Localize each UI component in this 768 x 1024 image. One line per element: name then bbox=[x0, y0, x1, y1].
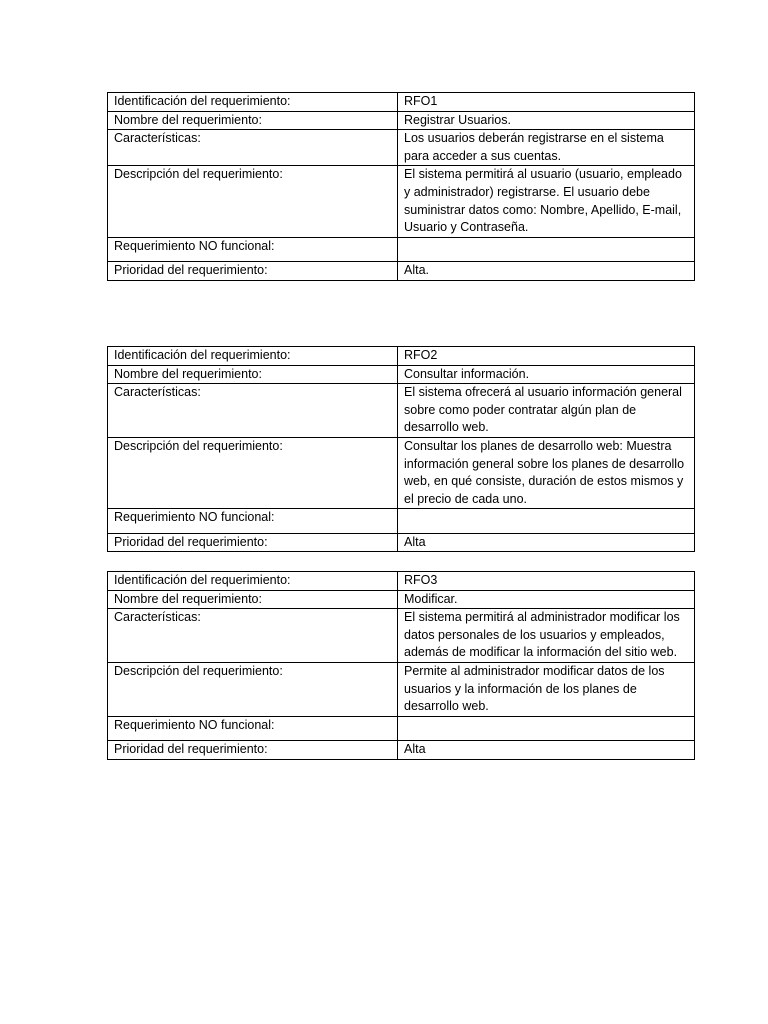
table-row bbox=[108, 111, 695, 130]
row-value: El sistema permitirá al usuario (usuario, empleado y administrador) registrarse. El usuario debe suministrar datos como: Nombre, Apellido, E-mail, Usuario y Contraseña. bbox=[398, 166, 695, 237]
row-value: Permite al administrador modificar datos de los usuarios y la información de los planes de desarrollo web. bbox=[398, 662, 695, 716]
row-label: Nombre del requerimiento: bbox=[108, 365, 398, 384]
table-row bbox=[108, 237, 695, 261]
row-label: Descripción del requerimiento: bbox=[108, 437, 398, 508]
row-value: Alta bbox=[398, 740, 695, 759]
row-label: Características: bbox=[108, 609, 398, 663]
table-row bbox=[108, 662, 695, 716]
row-value: RFO3 bbox=[398, 572, 695, 591]
table-row bbox=[108, 130, 695, 166]
row-value: Consultar información. bbox=[398, 365, 695, 384]
row-value: Modificar. bbox=[398, 590, 695, 609]
table-row bbox=[108, 590, 695, 609]
table-row bbox=[108, 716, 695, 740]
row-label: Requerimiento NO funcional: bbox=[108, 509, 398, 533]
table-row bbox=[108, 437, 695, 508]
row-value: El sistema permitirá al administrador modificar los datos personales de los usuarios y empleados, además de modificar la información del sitio web. bbox=[398, 609, 695, 663]
row-value: Alta. bbox=[398, 261, 695, 280]
table-row bbox=[108, 740, 695, 759]
row-label: Descripción del requerimiento: bbox=[108, 662, 398, 716]
row-value: El sistema ofrecerá al usuario información general sobre como poder contratar algún plan de desarrollo web. bbox=[398, 384, 695, 438]
row-label: Características: bbox=[108, 130, 398, 166]
table-row bbox=[108, 261, 695, 280]
row-value: Consultar los planes de desarrollo web: Muestra información general sobre los planes de desarrollo web, en qué consiste, duración de estos mismos y el precio de cada uno. bbox=[398, 437, 695, 508]
row-value: RFO1 bbox=[398, 93, 695, 112]
row-label: Prioridad del requerimiento: bbox=[108, 261, 398, 280]
table-row bbox=[108, 509, 695, 533]
table-row bbox=[108, 384, 695, 438]
row-label: Prioridad del requerimiento: bbox=[108, 533, 398, 552]
row-label: Identificación del requerimiento: bbox=[108, 93, 398, 112]
row-value: Los usuarios deberán registrarse en el sistema para acceder a sus cuentas. bbox=[398, 130, 695, 166]
table-row bbox=[108, 609, 695, 663]
row-value-empty bbox=[398, 509, 695, 533]
requirement-table-rfo1 bbox=[107, 92, 695, 281]
table-row bbox=[108, 347, 695, 366]
row-value: Registrar Usuarios. bbox=[398, 111, 695, 130]
row-label: Descripción del requerimiento: bbox=[108, 166, 398, 237]
row-value-empty bbox=[398, 237, 695, 261]
table-row bbox=[108, 93, 695, 112]
requirement-table-rfo2 bbox=[107, 346, 695, 552]
table-row bbox=[108, 533, 695, 552]
requirement-table-rfo3 bbox=[107, 571, 695, 760]
row-label: Requerimiento NO funcional: bbox=[108, 237, 398, 261]
row-value: Alta bbox=[398, 533, 695, 552]
row-label: Identificación del requerimiento: bbox=[108, 347, 398, 366]
row-label: Identificación del requerimiento: bbox=[108, 572, 398, 591]
row-label: Características: bbox=[108, 384, 398, 438]
row-label: Requerimiento NO funcional: bbox=[108, 716, 398, 740]
table-row bbox=[108, 166, 695, 237]
row-label: Nombre del requerimiento: bbox=[108, 590, 398, 609]
row-label: Prioridad del requerimiento: bbox=[108, 740, 398, 759]
row-value: RFO2 bbox=[398, 347, 695, 366]
table-row bbox=[108, 365, 695, 384]
row-label: Nombre del requerimiento: bbox=[108, 111, 398, 130]
table-row bbox=[108, 572, 695, 591]
row-value-empty bbox=[398, 716, 695, 740]
